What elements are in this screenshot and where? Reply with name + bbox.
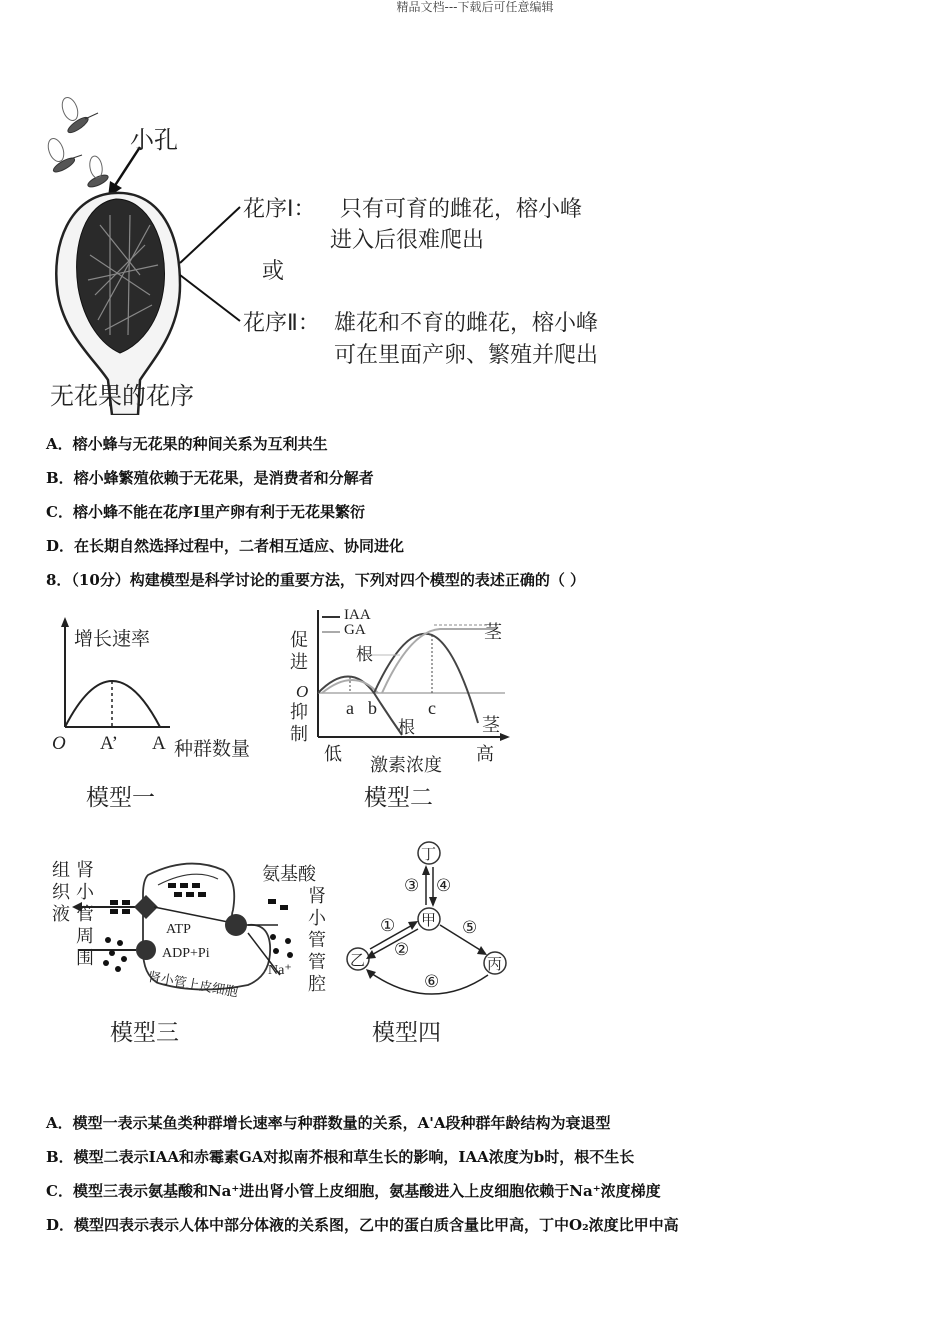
model-1-xlabel: 种群数量 [174, 738, 251, 760]
model-3-tubule-around: 肾小管周围 [76, 860, 94, 969]
model-3-cell: 肾小管上皮细胞 [146, 969, 239, 1001]
model-2-legend-ga: GA [344, 622, 366, 638]
model-4-yi: 乙 [350, 951, 366, 969]
inflorescence-2-head: 花序Ⅱ： [243, 311, 320, 336]
model-1-a: A [152, 733, 166, 754]
inflorescence-2-line1: 雄花和不育的雌花，榕小峰 [334, 311, 599, 336]
model-1-origin: O [52, 733, 66, 754]
hole-label: 小孔 [130, 126, 178, 154]
model-2-stem-bottom: 茎 [482, 715, 500, 736]
model-4-n2: ② [394, 940, 410, 960]
model-2-inhibit: 抑制 [290, 702, 308, 745]
model-2-xlabel: 激素浓度 [370, 755, 442, 776]
model-2-root-top: 根 [356, 645, 373, 665]
model-2-caption: 模型二 [364, 785, 433, 811]
q7-option-c: C．榕小蜂不能在花序Ⅰ里产卵有利于无花果繁衍 [46, 503, 365, 521]
model-3-na: Na⁺ [268, 963, 292, 978]
inflorescence-1-line1: 只有可育的雌花，榕小峰 [340, 197, 583, 222]
inflorescence-1-line2: 进入后很难爬出 [330, 228, 485, 253]
inflorescence-1-head: 花序Ⅰ： [243, 197, 316, 222]
model-2-stem-top: 茎 [484, 622, 502, 643]
model-3-caption: 模型三 [110, 1020, 179, 1046]
model-2-low: 低 [324, 744, 342, 765]
model-3-atp: ATP [166, 922, 191, 937]
q8-option-a: A．模型一表示某鱼类种群增长速率与种群数量的关系，A'A段种群年龄结构为衰退型 [46, 1114, 611, 1132]
model-4-n6: ⑥ [424, 972, 440, 992]
model-1-a-prime: A’ [100, 733, 118, 754]
q8-option-c: C．模型三表示氨基酸和Na⁺进出肾小管上皮细胞，氨基酸进入上皮细胞依赖于Na⁺浓度梯度 [46, 1182, 661, 1200]
model-2-origin: O [296, 682, 309, 701]
model-4-caption: 模型四 [372, 1020, 441, 1046]
or-label: 或 [262, 259, 285, 284]
q7-option-d: D．在长期自然选择过程中，二者相互适应、协同进化 [46, 537, 405, 555]
model-3-tissue-fluid: 组织液 [52, 860, 70, 925]
model-2-c: c [428, 698, 436, 718]
q8-option-d: D．模型四表示表示人体中部分体液的关系图，乙中的蛋白质含量比甲高，丁中O₂浓度比甲中高 [46, 1216, 679, 1234]
model-4-n5: ⑤ [462, 918, 478, 938]
model-4-bing: 丙 [487, 955, 503, 973]
model-4-ding: 丁 [421, 845, 437, 863]
model-2-legend-iaa: IAA [344, 607, 371, 623]
model-1-ylabel: 增长速率 [74, 628, 151, 650]
model-2-promote: 促进 [290, 630, 308, 673]
q7-option-a: A．榕小蜂与无花果的种间关系为互利共生 [46, 435, 328, 453]
q7-option-b: B．榕小蜂繁殖依赖于无花果，是消费者和分解者 [46, 469, 374, 487]
model-1-caption: 模型一 [86, 785, 155, 811]
model-2-b: b [368, 698, 377, 718]
model-2-root-bottom: 根 [398, 718, 415, 738]
model-3-amino-acid: 氨基酸 [262, 864, 316, 885]
model-3-adp: ADP+Pi [162, 946, 210, 961]
inflorescence-2-line2: 可在里面产卵、繁殖并爬出 [334, 343, 599, 368]
wasp-icon [45, 95, 109, 189]
model-2-a: a [346, 698, 354, 718]
model-4-n4: ④ [436, 876, 452, 896]
page-header: 精品文档---下载后可任意编辑 [396, 0, 554, 14]
fig-caption: 无花果的花序 [50, 382, 194, 410]
model-4-jia: 甲 [421, 911, 437, 929]
q8-option-b: B．模型二表示IAA和赤霉素GA对拟南芥根和草生长的影响，IAA浓度为b时，根不生长 [46, 1148, 635, 1166]
model-2-high: 高 [476, 744, 494, 765]
model-3-lumen: 肾小管管腔 [308, 886, 326, 995]
q8-stem: 8．（10分）构建模型是科学讨论的重要方法，下列对四个模型的表述正确的（ ） [46, 571, 586, 589]
model-4-n1: ① [380, 916, 396, 936]
model-4-n3: ③ [404, 876, 420, 896]
